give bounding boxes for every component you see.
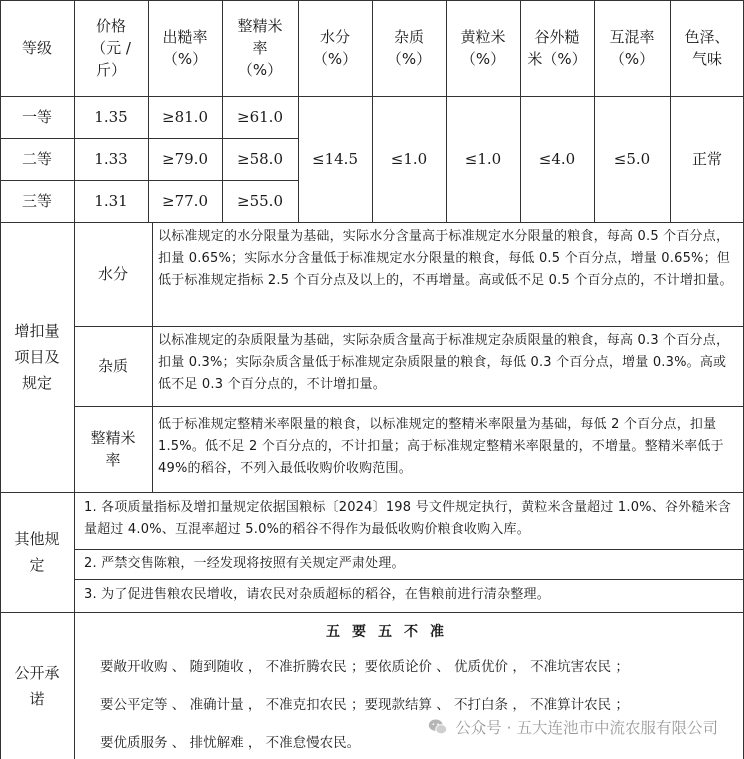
other-rule-2: 2. 严禁交售陈粮，一经发现将按照有关规定严肃处理。	[84, 556, 405, 571]
grade-1-husking: ≥81.0	[162, 108, 208, 126]
header-color-smell: 色泽、 气味	[684, 28, 730, 68]
header-price: 价格 （元 / 斤）	[91, 17, 131, 79]
grade-3-husking: ≥77.0	[162, 192, 208, 210]
promise-line-2: 要公平定等 、 准确计量 ， 不准克扣农民 ；要现款结算 、 不打白条 ， 不准算计农民 ；	[100, 697, 629, 713]
other-rule-3: 3. 为了促进售粮农民增收，请农民对杂质超标的稻谷，在售粮前进行清杂整理。	[84, 587, 550, 602]
shared-hulled-rice: ≤4.0	[538, 150, 576, 168]
grade-2-husking: ≥79.0	[162, 150, 208, 168]
other-section-label: 其他规 定	[14, 530, 60, 574]
deduction-moisture-text: 以标准规定的水分限量为基础，实际水分含量高于标准规定水分限量的粮食，每高 0.5 个百分点，扣量 0.65%；实际水分含量低于标准规定水分限量的粮食，每低 0.5 个百分点，增量 0.65%；但低于标准规定指标 2.5 个百分点及以上的，不再增量。高或低不足 0.5 个百分点的，不计增扣量。	[158, 229, 733, 288]
grade-1-price: 1.35	[94, 108, 128, 126]
promise-line-1: 要敞开收购 、 随到随收 ， 不准折腾农民 ；要依质论价 、 优质优价 ， 不准坑害农民 ；	[100, 659, 629, 675]
grade-3-head-rice: ≥55.0	[237, 192, 283, 210]
grade-1-label: 一等	[21, 108, 52, 126]
promise-title: 五要五不准	[326, 624, 456, 640]
promise-section-label: 公开承 诺	[14, 663, 60, 708]
shared-moisture: ≤14.5	[312, 150, 358, 168]
watermark-text: 公众号 · 五大连池市中流农服有限公司	[455, 719, 718, 737]
shared-yellow-grain: ≤1.0	[464, 150, 502, 168]
deduction-head-rice-text: 低于标准规定整精米率限量的粮食，以标准规定的整精米率限量为基础，每低 2 个百分点，扣量 1.5%。低不足 2 个百分点的，不计扣量；高于标准规定整精米率限量的，不增量。整精米率低于 49%的稻谷，不列入最低收购价收购范围。	[158, 417, 724, 476]
deduction-impurity-text: 以标准规定的杂质限量为基础，实际杂质含量高于标准规定杂质限量的粮食，每高 0.3 个百分点，扣量 0.3%；实际杂质含量低于标准规定杂质限量的粮食，每低 0.3 个百分点，增量 0.3%。高或低不足 0.3 个百分点的，不计增扣量。	[158, 333, 730, 392]
shared-impurity: ≤1.0	[390, 150, 428, 168]
grade-2-label: 二等	[21, 150, 52, 168]
grade-3-label: 三等	[21, 192, 52, 210]
deductions-section-label: 增扣量 项目及 规定	[14, 322, 60, 392]
deduction-impurity-label: 杂质	[97, 357, 128, 375]
shared-mixed-rate: ≤5.0	[613, 150, 651, 168]
grade-3-price: 1.31	[94, 192, 128, 210]
header-grade: 等级	[21, 39, 52, 57]
grade-2-head-rice: ≥58.0	[237, 150, 283, 168]
header-moisture: 水分 （%）	[312, 28, 358, 68]
header-mixed-rate: 互混率 （%）	[609, 28, 655, 68]
wechat-icon	[427, 716, 449, 738]
grade-1-head-rice: ≥61.0	[237, 108, 283, 126]
grade-2-price: 1.33	[94, 150, 128, 168]
header-head-rice-rate: 整精米 率 （%）	[237, 17, 283, 79]
deduction-head-rice-label: 整精米 率	[90, 429, 136, 469]
shared-color-smell: 正常	[691, 150, 722, 168]
header-hulled-rice: 谷外糙 米（%）	[527, 28, 587, 68]
header-yellow-grain: 黄粒米 （%）	[460, 28, 506, 68]
header-impurity: 杂质 （%）	[386, 28, 432, 68]
watermark	[427, 716, 718, 738]
header-husking-rate: 出糙率 （%）	[162, 28, 208, 68]
other-rule-1: 1. 各项质量指标及增扣量规定依据国粮标〔2024〕198 号文件规定执行，黄粒米含量超过 1.0%、谷外糙米含量超过 4.0%、互混率超过 5.0%的稻谷不得作为最低收购价粮食收购入库。	[84, 500, 731, 537]
promise-line-3: 要优质服务 、 排忧解难 ， 不准怠慢农民。	[100, 735, 361, 751]
deduction-moisture-label: 水分	[97, 265, 128, 283]
